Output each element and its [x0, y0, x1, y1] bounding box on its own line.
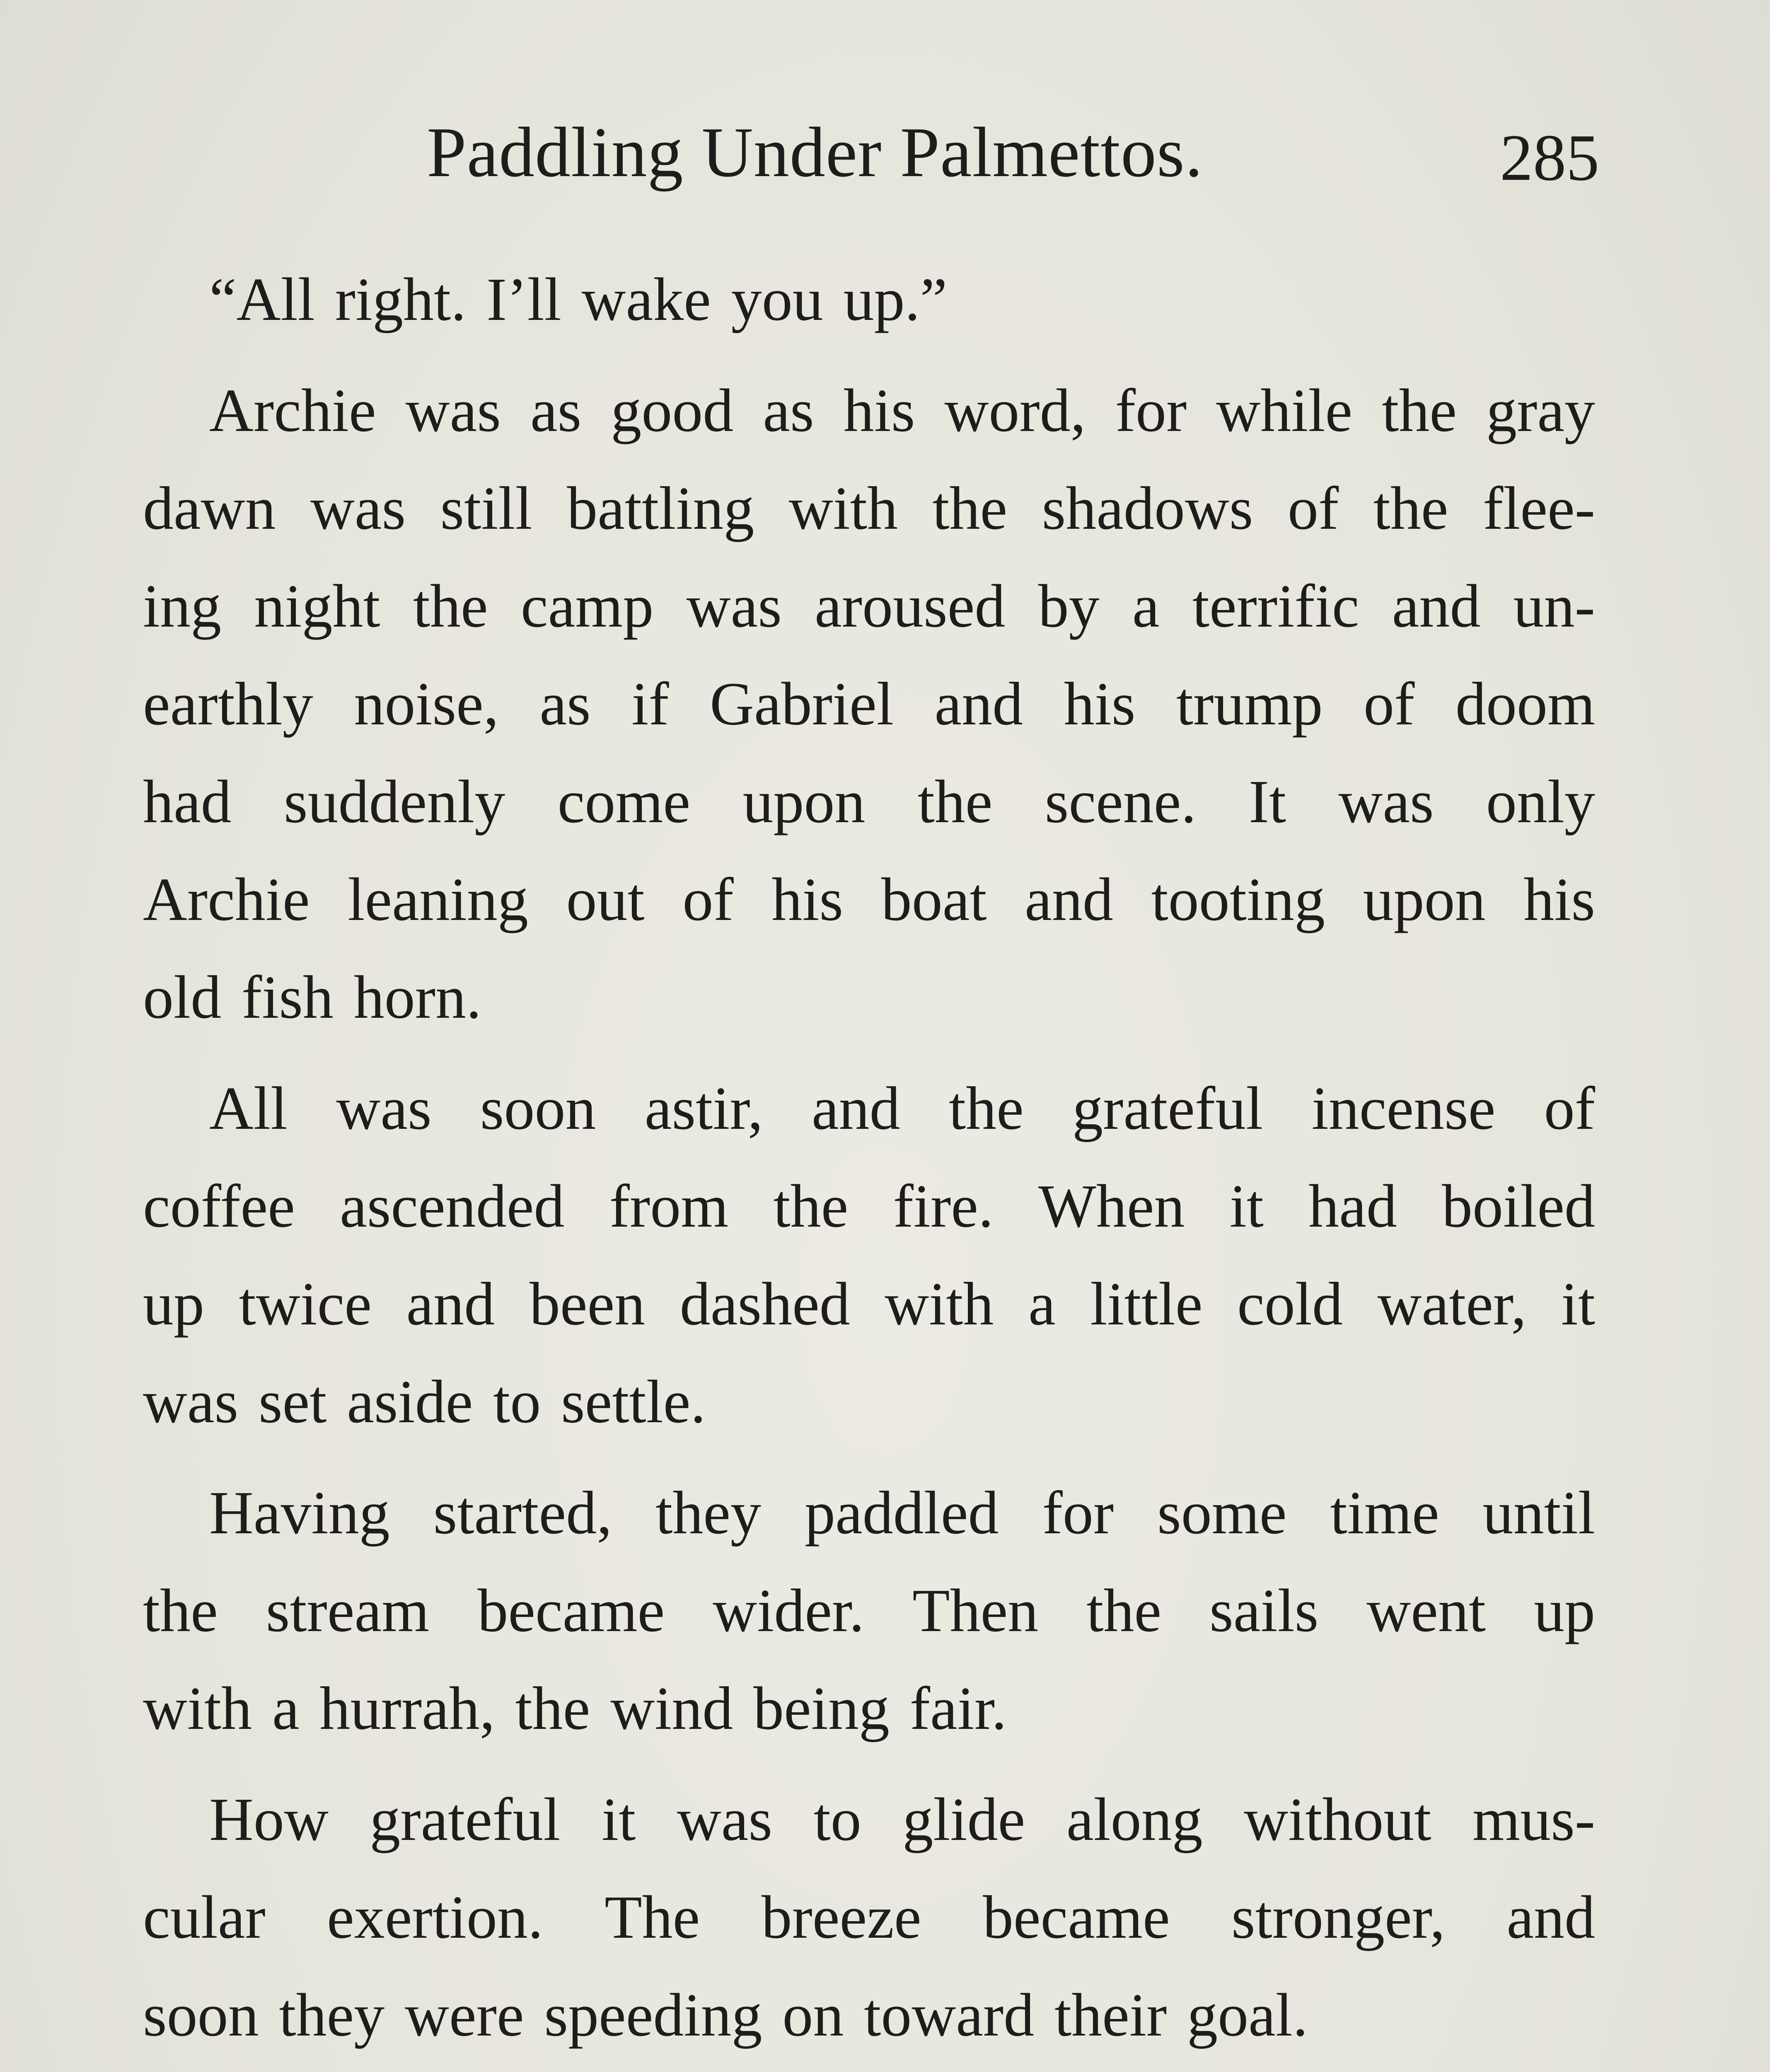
text-line: All was soon astir, and the grateful incense of [209, 1075, 1595, 1143]
page-number: 285 [1500, 121, 1599, 194]
running-title: Paddling Under Palmettos. [427, 113, 1203, 192]
text-line: was set aside to settle. [143, 1368, 706, 1436]
text-line: old fish horn. [143, 963, 482, 1031]
text-line: cular exertion. The breeze became stronger, and [143, 1883, 1595, 1951]
paragraph [143, 1464, 1595, 1757]
paragraph [143, 362, 1595, 1046]
text-line: earthly noise, as if Gabriel and his trump of doom [143, 670, 1595, 738]
text-line: How grateful it was to glide along without mus- [209, 1786, 1595, 1854]
text-line: coffee ascended from the fire. When it had boiled [143, 1172, 1595, 1240]
text-line: Archie was as good as his word, for while the gray [209, 377, 1595, 445]
text-line: had suddenly come upon the scene. It was only [143, 768, 1595, 836]
text-line: Archie leaning out of his boat and tooting upon his [143, 866, 1595, 934]
text-line: dawn was still battling with the shadows of the flee- [143, 474, 1595, 542]
text-line: the stream became wider. Then the sails went up [143, 1577, 1595, 1645]
text-line: soon they were speeding on toward their goal. [143, 1981, 1308, 2049]
text-line: with a hurrah, the wind being fair. [143, 1675, 1007, 1743]
page-header [141, 112, 1599, 207]
text-line: Having started, they paddled for some time until [209, 1479, 1595, 1547]
paragraph [143, 1771, 1595, 2064]
body-text [143, 251, 1595, 2072]
text-line: up twice and been dashed with a little cold water, it [143, 1270, 1595, 1338]
text-line: “All right. I’ll wake you up.” [209, 266, 948, 334]
text-line: ing night the camp was aroused by a terrific and un- [143, 572, 1595, 640]
paragraph [143, 251, 1595, 349]
paragraph [143, 1060, 1595, 1451]
